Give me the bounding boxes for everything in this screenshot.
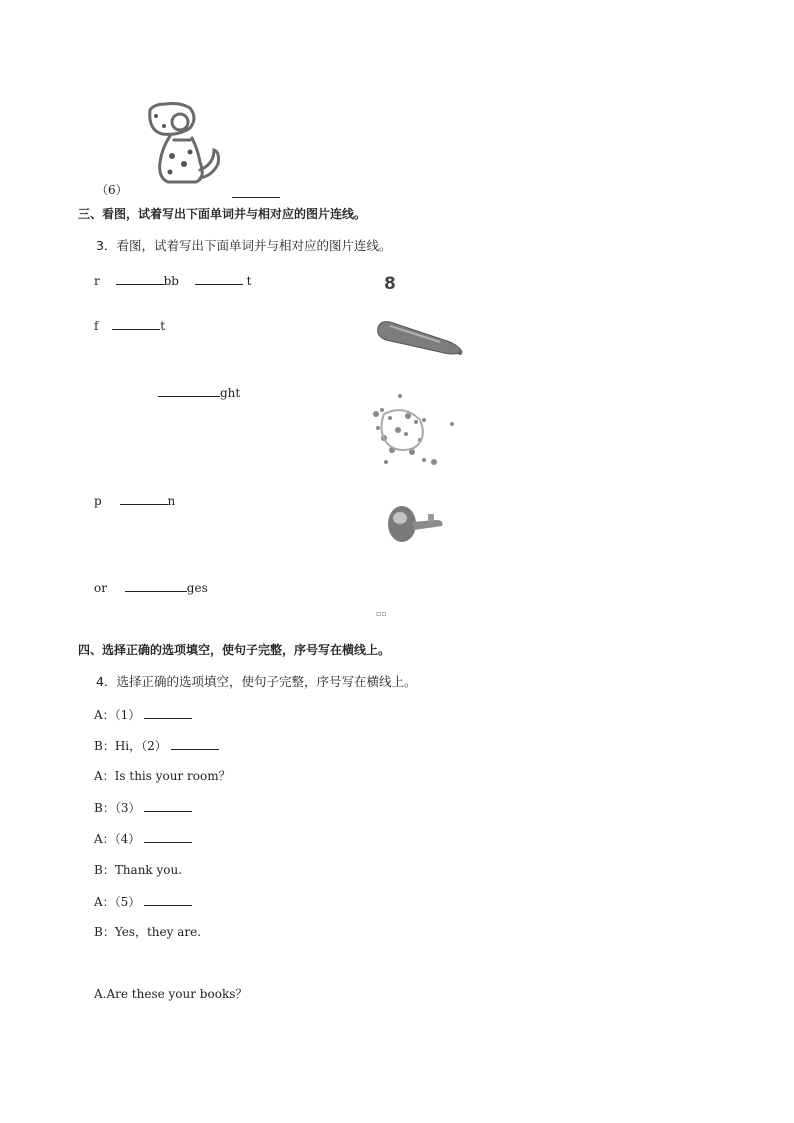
word-4-blank[interactable] <box>120 492 168 505</box>
dialogue-line-7-text: A：（5） <box>94 895 141 909</box>
dialogue-line-4-text: B：（3） <box>94 801 141 815</box>
dialogue-line-6 <box>94 862 182 878</box>
word-3 <box>158 384 240 401</box>
item-6-answer-blank[interactable] <box>232 183 280 202</box>
word-2 <box>94 317 165 334</box>
word-5-suffix: ges <box>186 581 208 595</box>
dialogue-blank-4[interactable] <box>144 830 192 843</box>
dialogue-blank-1[interactable] <box>144 706 192 719</box>
dialogue-blank-5[interactable] <box>144 893 192 906</box>
word-2-prefix: f <box>94 319 99 333</box>
dialogue-line-8 <box>94 924 201 940</box>
word-3-blank[interactable] <box>158 384 220 397</box>
dialogue-line-5-text: A：（4） <box>94 832 141 846</box>
word-1-blank-1[interactable] <box>116 272 164 285</box>
word-1-blank-2[interactable] <box>195 272 243 285</box>
section-3-heading: 三、看图，试着写出下面单词并与相对应的图片连线。 <box>78 207 367 221</box>
word-2-suffix: t <box>160 319 166 333</box>
tiny-mark: ▫▫ <box>376 609 387 618</box>
dialogue-blank-2[interactable] <box>171 737 219 750</box>
section-4-heading: 四、选择正确的选项填空，使句子完整，序号写在横线上。 <box>78 643 391 657</box>
dialogue-line-8-text: B：Yes，they are. <box>94 925 202 939</box>
dialogue-line-4 <box>94 799 192 816</box>
dialogue-line-1-text: A：（1） <box>94 708 141 722</box>
dialogue-line-5 <box>94 830 192 847</box>
dog-face-picture <box>364 390 456 470</box>
word-1-middle: bb <box>163 274 179 288</box>
picture-eight: 8 <box>384 274 396 294</box>
pen-picture <box>374 316 468 360</box>
section-3-question: 3．看图，试着写出下面单词并与相对应的图片连线。 <box>96 238 392 253</box>
item-6-number: （6） <box>96 183 128 197</box>
word-4 <box>94 492 175 509</box>
word-2-blank[interactable] <box>112 317 160 330</box>
dialogue-line-6-text: B：Thank you. <box>94 863 183 877</box>
dialogue-line-1 <box>94 706 192 723</box>
word-5-blank[interactable] <box>125 579 187 592</box>
word-4-suffix: n <box>167 494 176 508</box>
word-1-prefix: r <box>94 274 100 288</box>
word-3-suffix: ght <box>220 386 241 400</box>
dog-picture <box>140 100 225 188</box>
word-1-suffix: t <box>246 274 252 288</box>
dialogue-line-2-text: B：Hi，（2） <box>94 739 167 753</box>
dialogue-line-2 <box>94 737 219 754</box>
item-6-label <box>96 182 128 198</box>
pencil-sharpener-picture <box>382 500 446 548</box>
option-a: A.Are these your books？ <box>94 987 248 1001</box>
word-4-prefix: p <box>94 494 102 508</box>
word-5-prefix: or <box>94 581 107 595</box>
dialogue-line-3-text: A：Is this your room？ <box>94 769 231 783</box>
dialogue-blank-3[interactable] <box>144 799 192 812</box>
dialogue-line-3 <box>94 768 231 784</box>
dialogue-line-7 <box>94 893 192 910</box>
word-1 <box>94 272 251 289</box>
word-5 <box>94 579 208 596</box>
section-4-question: 4．选择正确的选项填空，使句子完整，序号写在横线上。 <box>96 674 417 689</box>
